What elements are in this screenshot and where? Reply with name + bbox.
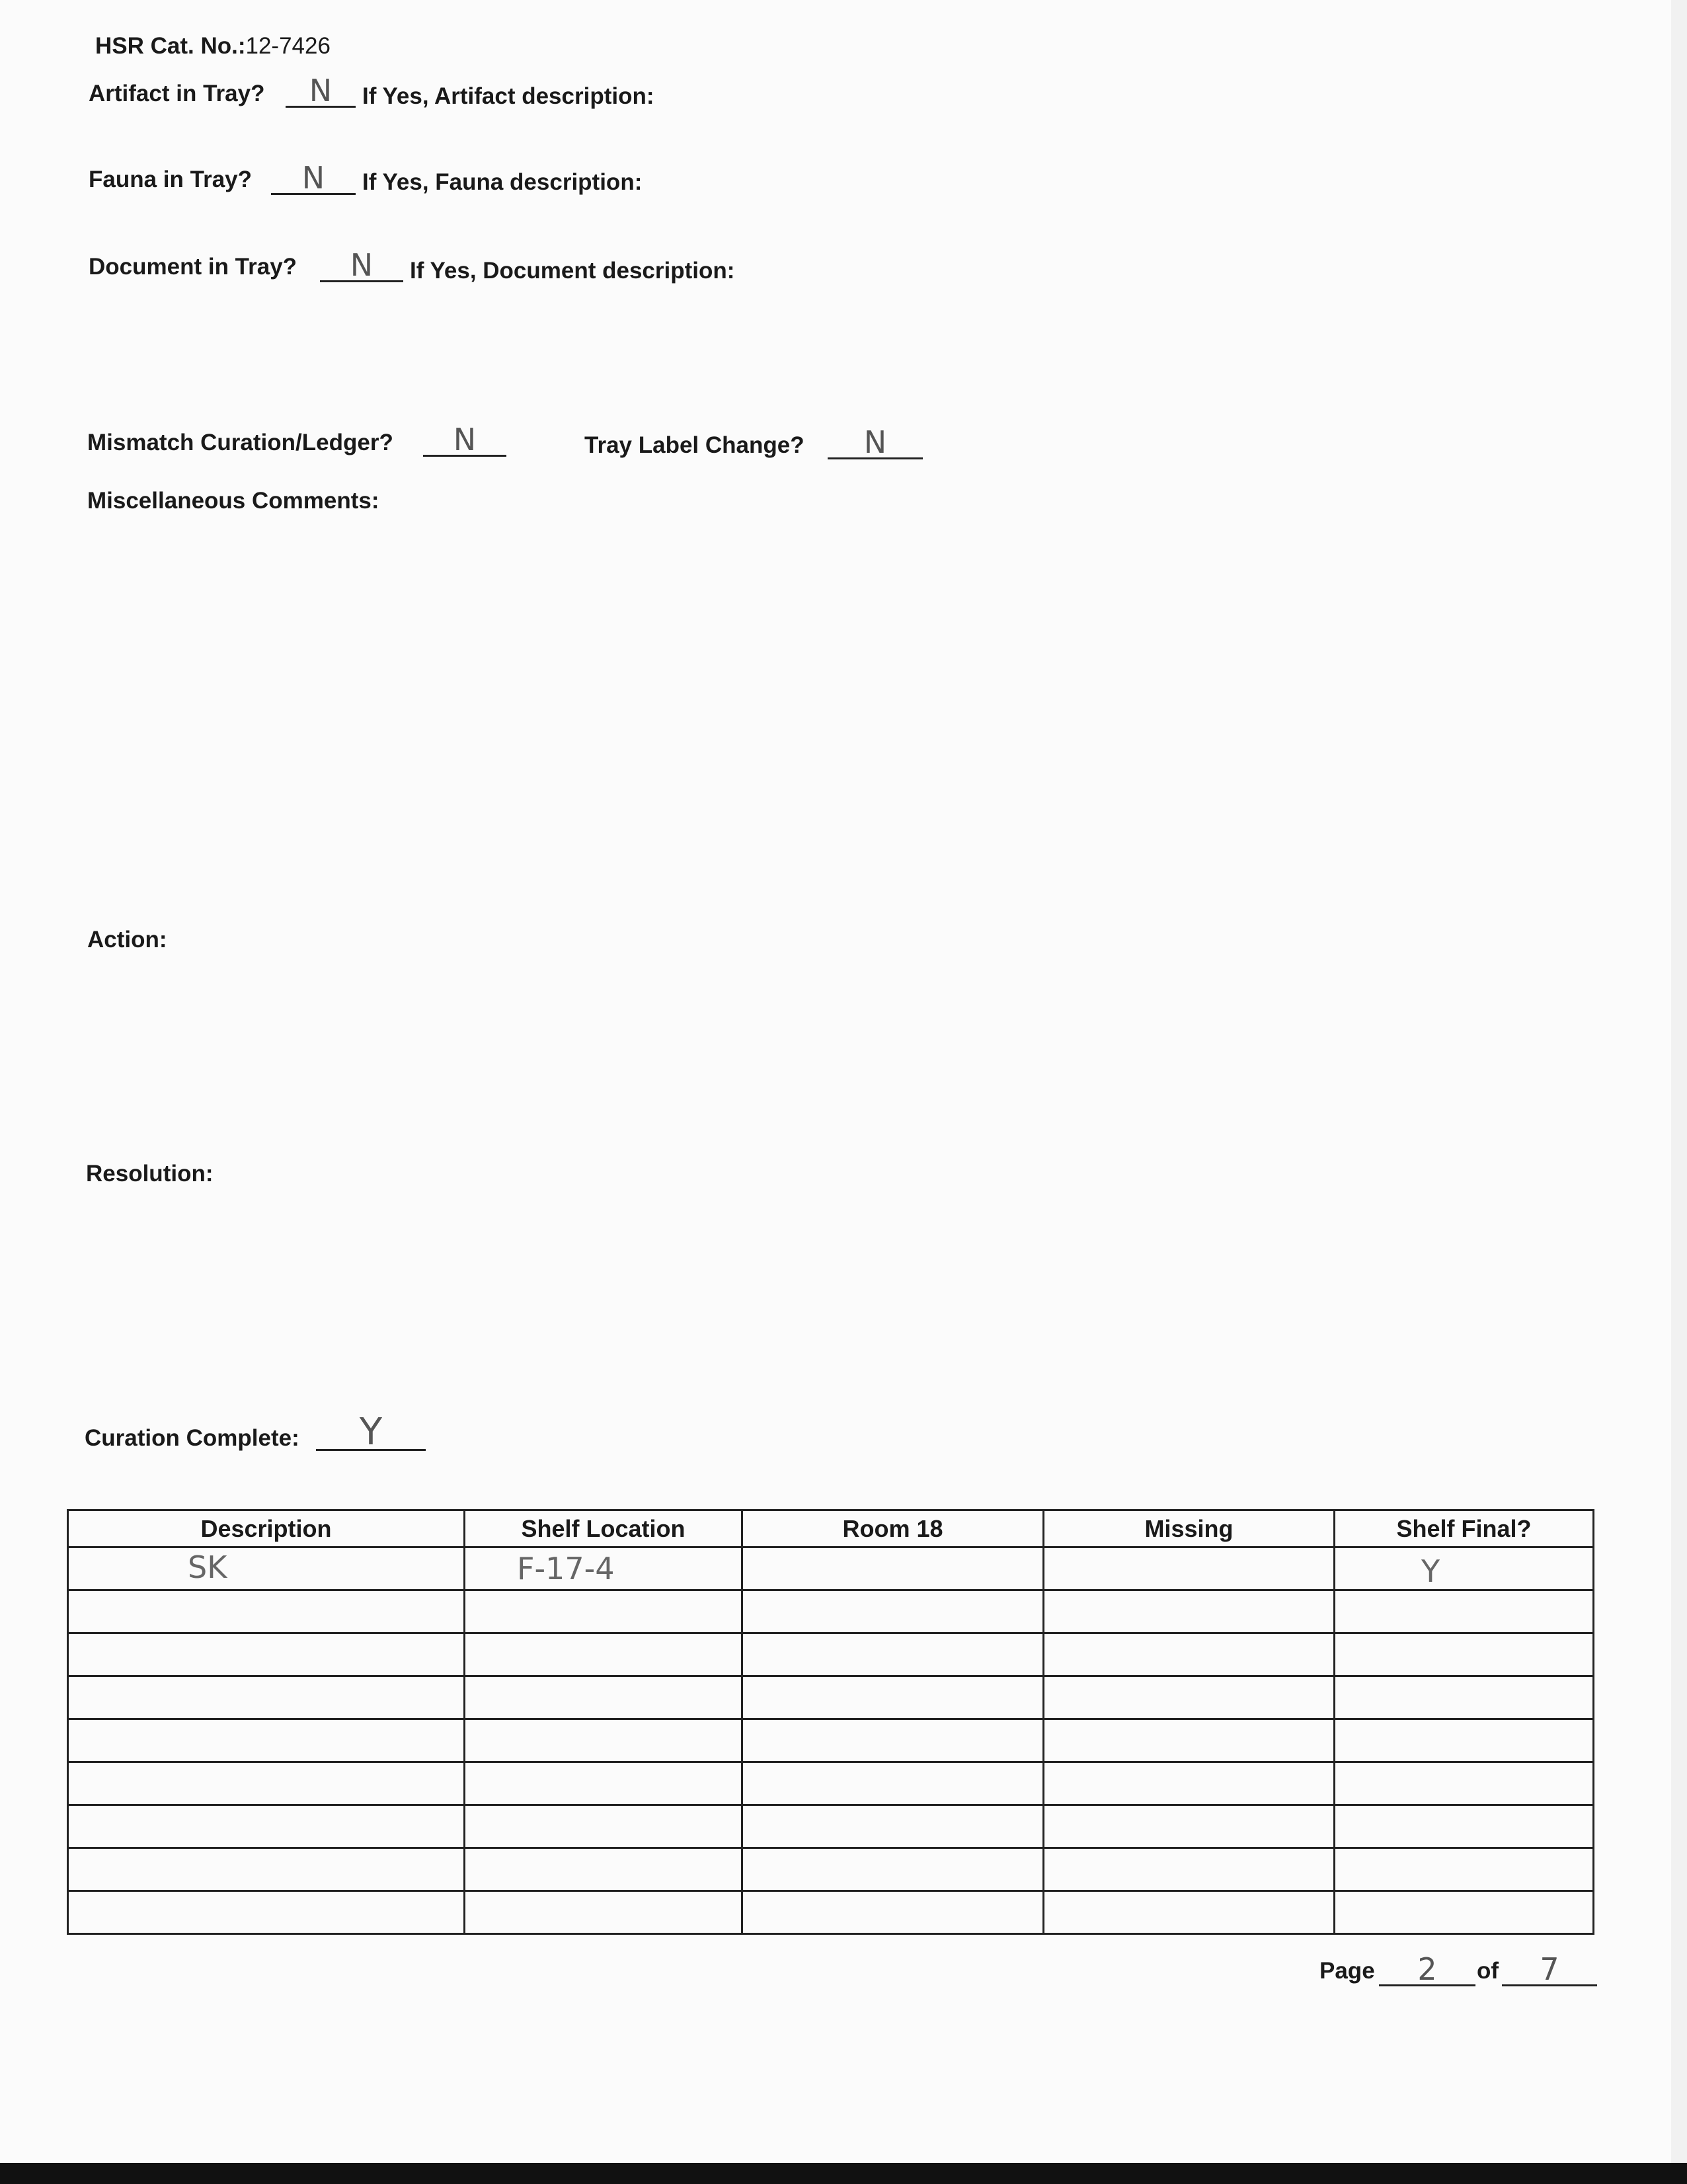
curation-complete-label: Curation Complete:	[85, 1425, 299, 1451]
table-cell[interactable]	[465, 1547, 742, 1590]
table-cell[interactable]	[1044, 1547, 1335, 1590]
row-1-shelf-location: F-17-4	[517, 1551, 615, 1586]
table-cell[interactable]	[68, 1805, 465, 1848]
table-cell[interactable]	[68, 1590, 465, 1633]
table-cell[interactable]	[1335, 1676, 1594, 1719]
table-cell[interactable]	[68, 1633, 465, 1676]
table-cell[interactable]	[465, 1848, 742, 1891]
catalog-number-label: HSR Cat. No.:	[95, 33, 246, 59]
fauna-desc-label: If Yes, Fauna description:	[362, 169, 643, 195]
col-shelf-location: Shelf Location	[465, 1510, 742, 1547]
table-cell[interactable]	[1044, 1762, 1335, 1805]
table-cell[interactable]	[1335, 1547, 1594, 1590]
table-row	[68, 1719, 1594, 1762]
action-label: Action:	[87, 927, 167, 953]
table-cell[interactable]	[742, 1848, 1044, 1891]
of-label: of	[1477, 1958, 1499, 1984]
table-row	[68, 1805, 1594, 1848]
page-total-value: 7	[1540, 1951, 1559, 1987]
col-shelf-final: Shelf Final?	[1335, 1510, 1594, 1547]
scan-edge-bottom	[0, 2163, 1687, 2184]
table-cell[interactable]	[1335, 1848, 1594, 1891]
table-cell[interactable]	[742, 1633, 1044, 1676]
document-desc-label: If Yes, Document description:	[410, 258, 735, 284]
table-header-row	[68, 1510, 1594, 1547]
table-row	[68, 1891, 1594, 1934]
table-row	[68, 1547, 1594, 1590]
artifact-label: Artifact in Tray?	[89, 81, 265, 106]
table-cell[interactable]	[68, 1762, 465, 1805]
scan-edge-right	[1671, 0, 1687, 2163]
resolution-label: Resolution:	[86, 1161, 214, 1187]
table-cell[interactable]	[1335, 1891, 1594, 1934]
table-cell[interactable]	[742, 1590, 1044, 1633]
row-1-description: SK	[188, 1549, 227, 1585]
fauna-value: N	[301, 160, 325, 196]
page-label: Page	[1319, 1958, 1375, 1984]
table-cell[interactable]	[742, 1891, 1044, 1934]
table-cell[interactable]	[1335, 1762, 1594, 1805]
document-label: Document in Tray?	[89, 254, 297, 280]
table-cell[interactable]	[1044, 1633, 1335, 1676]
misc-comments-label: Miscellaneous Comments:	[87, 488, 379, 514]
catalog-number-value: 12-7426	[245, 33, 331, 59]
table-cell[interactable]	[742, 1805, 1044, 1848]
tray-label-change-field[interactable]	[828, 424, 923, 460]
table-row	[68, 1848, 1594, 1891]
curation-complete-value: Y	[359, 1411, 383, 1454]
table-cell[interactable]	[465, 1891, 742, 1934]
col-description: Description	[68, 1510, 465, 1547]
fauna-field[interactable]	[271, 160, 356, 196]
page-total-field[interactable]	[1502, 1951, 1597, 1987]
table-cell[interactable]	[742, 1719, 1044, 1762]
tray-label-change-label: Tray Label Change?	[584, 432, 804, 458]
table-cell[interactable]	[465, 1762, 742, 1805]
table-cell[interactable]	[465, 1676, 742, 1719]
artifact-desc-label: If Yes, Artifact description:	[362, 83, 654, 109]
table-cell[interactable]	[1044, 1719, 1335, 1762]
table-cell[interactable]	[465, 1719, 742, 1762]
table-cell[interactable]	[1335, 1719, 1594, 1762]
table-cell[interactable]	[465, 1590, 742, 1633]
table-cell[interactable]	[742, 1762, 1044, 1805]
ledger-table	[67, 1509, 1594, 1935]
table-cell[interactable]	[1044, 1590, 1335, 1633]
table-cell[interactable]	[1044, 1676, 1335, 1719]
mismatch-field[interactable]	[423, 422, 506, 457]
document-field[interactable]	[320, 247, 403, 283]
table-cell[interactable]	[1335, 1633, 1594, 1676]
row-1-shelf-final: Y	[1421, 1553, 1440, 1589]
artifact-field[interactable]	[286, 73, 356, 108]
col-missing: Missing	[1044, 1510, 1335, 1547]
curation-complete-field[interactable]	[316, 1411, 426, 1454]
mismatch-label: Mismatch Curation/Ledger?	[87, 430, 393, 455]
table-cell[interactable]	[68, 1676, 465, 1719]
catalog-number	[95, 33, 331, 59]
table-cell[interactable]	[68, 1547, 465, 1590]
table-cell[interactable]	[68, 1848, 465, 1891]
table-row	[68, 1633, 1594, 1676]
table-cell[interactable]	[1044, 1805, 1335, 1848]
table-row	[68, 1676, 1594, 1719]
tray-label-change-value: N	[863, 424, 887, 460]
table-row	[68, 1762, 1594, 1805]
table-cell[interactable]	[1044, 1848, 1335, 1891]
table-cell[interactable]	[742, 1676, 1044, 1719]
table-cell[interactable]	[1044, 1891, 1335, 1934]
table-row	[68, 1590, 1594, 1633]
table-cell[interactable]	[1335, 1805, 1594, 1848]
table-cell[interactable]	[742, 1547, 1044, 1590]
page-number-value: 2	[1417, 1951, 1437, 1987]
table-cell[interactable]	[465, 1633, 742, 1676]
fauna-label: Fauna in Tray?	[89, 167, 252, 192]
table-cell[interactable]	[68, 1719, 465, 1762]
table-cell[interactable]	[68, 1891, 465, 1934]
table-cell[interactable]	[465, 1805, 742, 1848]
page-number-field[interactable]	[1379, 1951, 1475, 1987]
col-room-18: Room 18	[742, 1510, 1044, 1547]
document-value: N	[350, 247, 373, 283]
artifact-value: N	[309, 73, 333, 108]
table-cell[interactable]	[1335, 1590, 1594, 1633]
mismatch-value: N	[453, 422, 477, 457]
